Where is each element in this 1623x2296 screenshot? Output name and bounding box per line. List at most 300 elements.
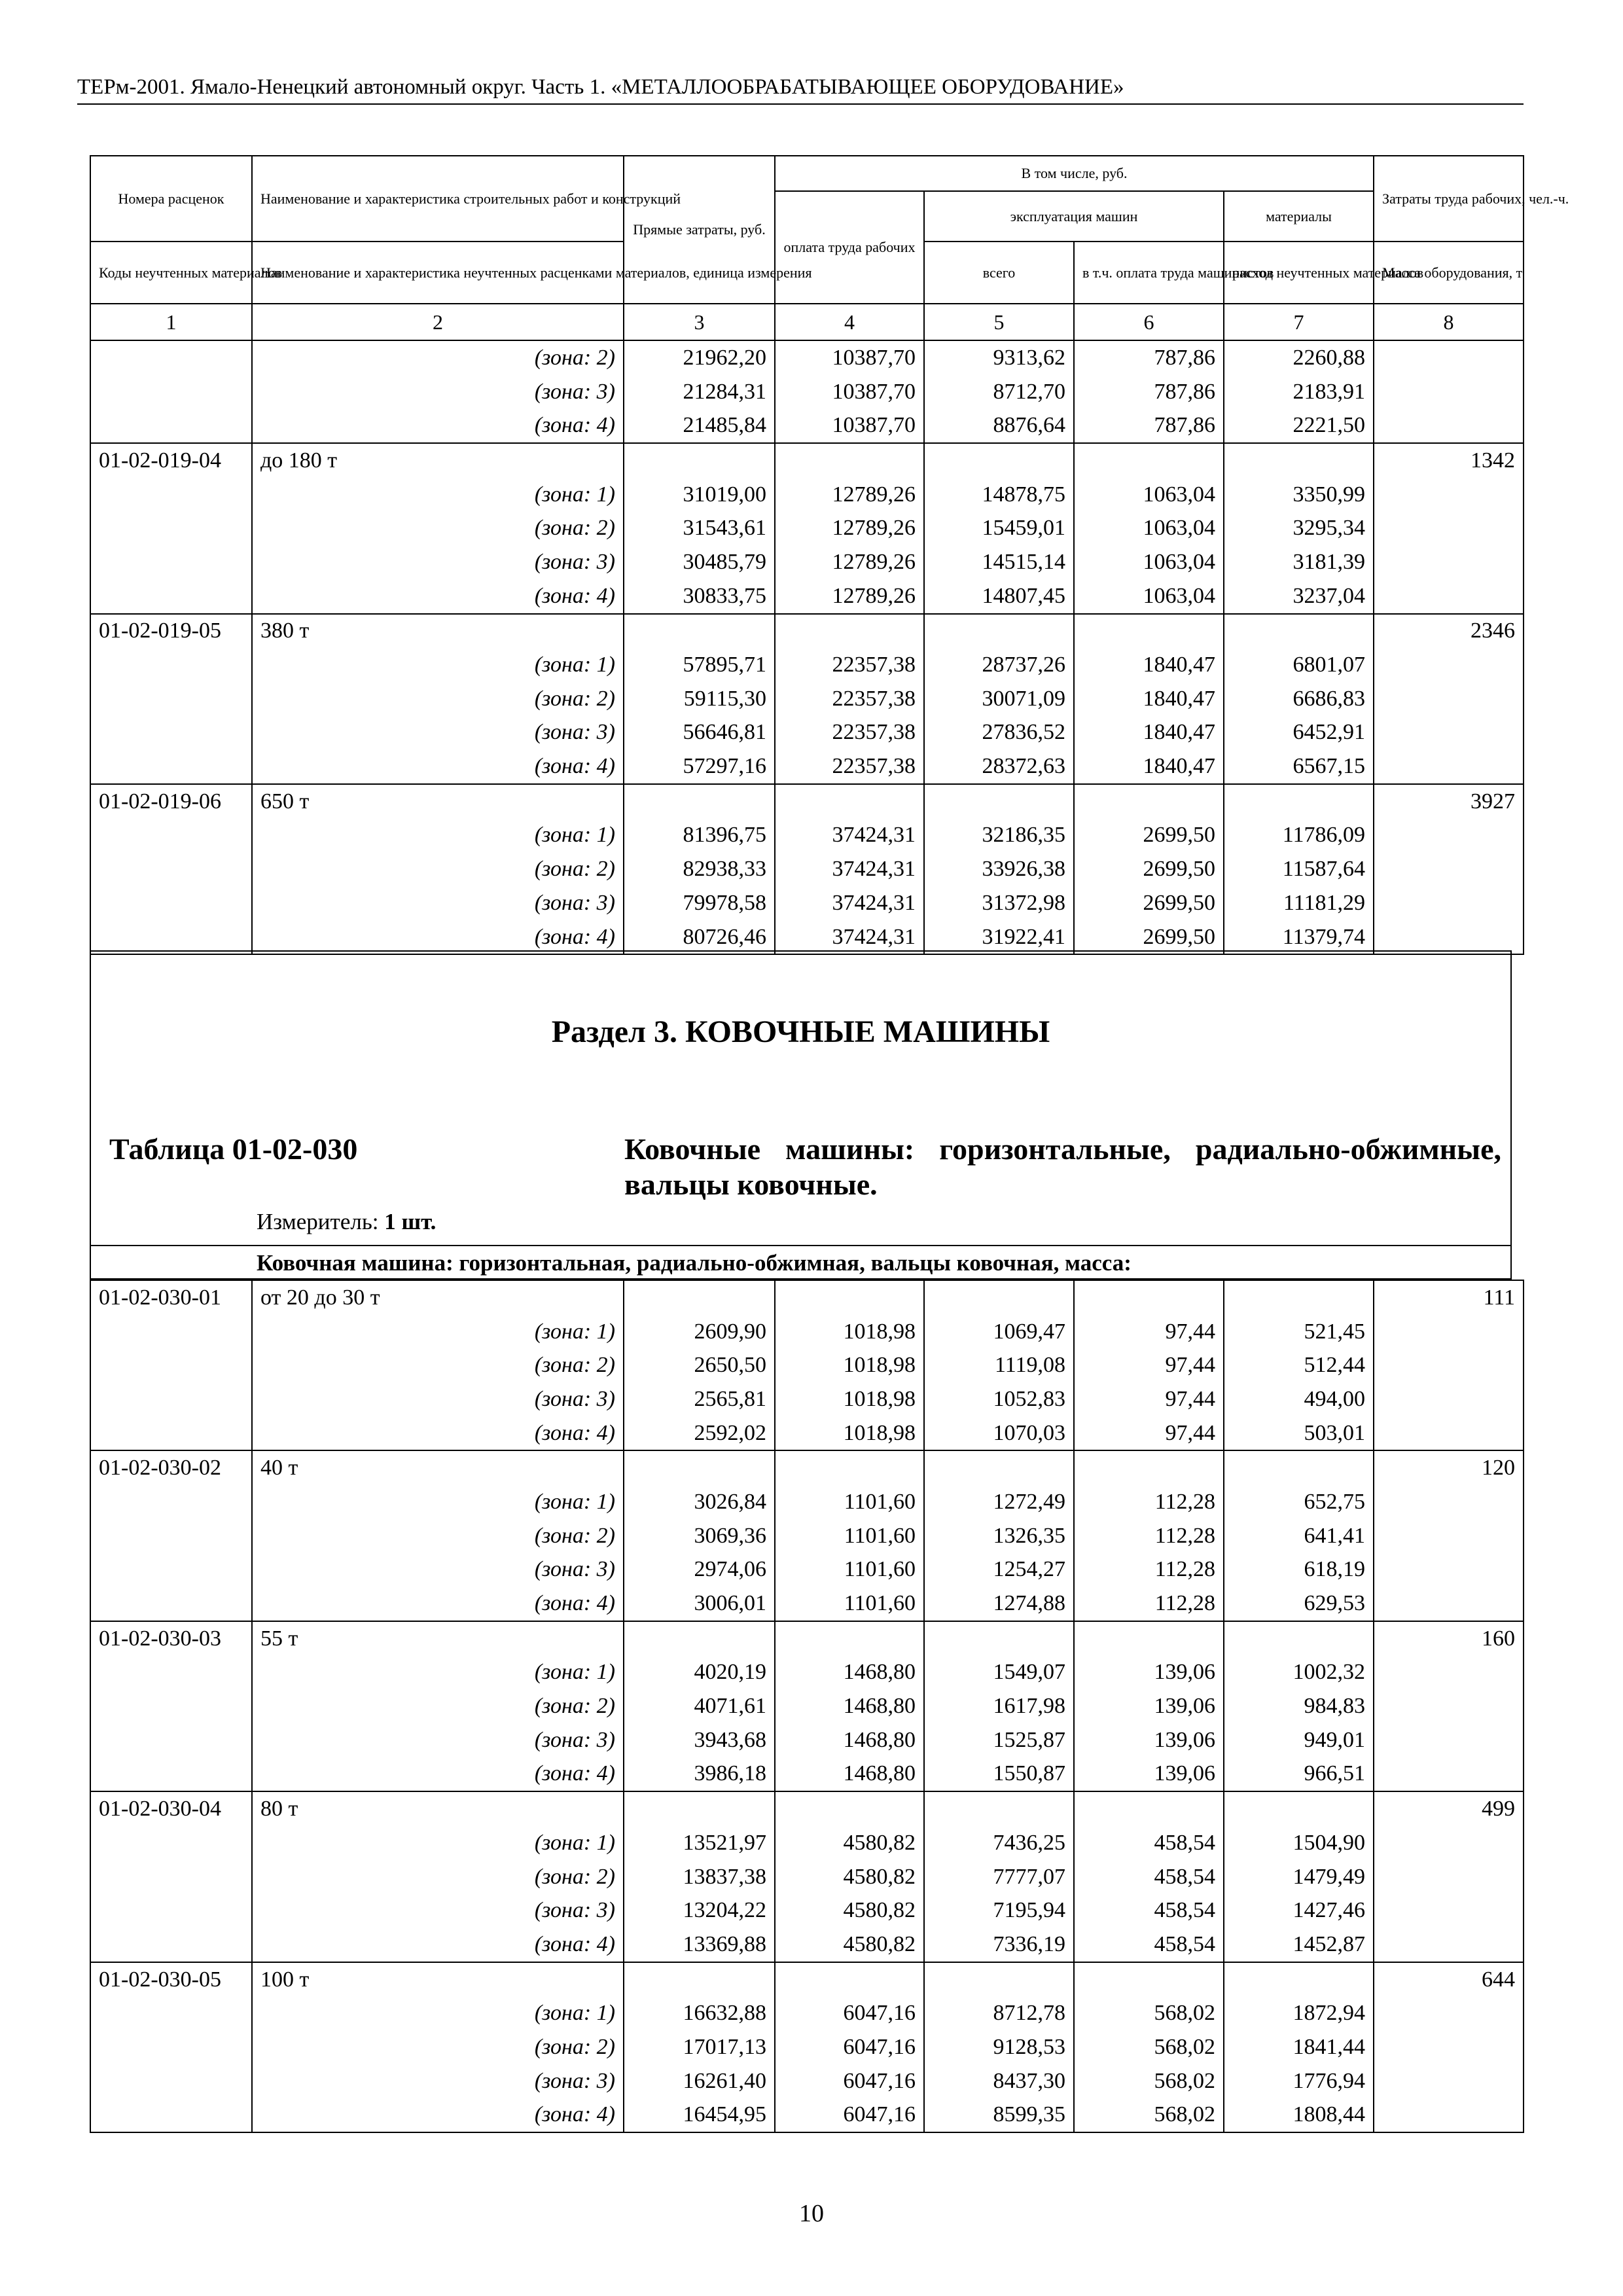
cell-materials xyxy=(1224,1450,1374,1485)
cell-materials: 641,41 xyxy=(1224,1519,1374,1553)
cell-machines-total: 31922,41 xyxy=(924,920,1074,955)
cell-labor-pay: 4580,82 xyxy=(775,1826,924,1860)
rate-row xyxy=(90,1791,1524,1826)
cell-work-name: (зона: 4) xyxy=(252,2098,624,2133)
cell-direct-costs: 30485,79 xyxy=(624,545,775,579)
cell-direct-costs xyxy=(624,1791,775,1826)
cell-machines-total: 28372,63 xyxy=(924,749,1074,784)
cell-machines-total: 7195,94 xyxy=(924,1893,1074,1928)
cell-machines-total xyxy=(924,1962,1074,1997)
cell-work-name: (зона: 3) xyxy=(252,2064,624,2098)
cell-labor-pay: 10387,70 xyxy=(775,375,924,409)
cell-materials: 629,53 xyxy=(1224,1587,1374,1621)
table-body-bottom xyxy=(90,1280,1524,2132)
cell-machinist-pay xyxy=(1074,614,1224,649)
cell-materials: 652,75 xyxy=(1224,1485,1374,1519)
cell-labor-pay: 4580,82 xyxy=(775,1893,924,1928)
zone-row xyxy=(90,1723,1524,1757)
cell-labor-pay: 1101,60 xyxy=(775,1587,924,1621)
cell-rate-code xyxy=(90,478,252,512)
zone-row xyxy=(90,1519,1524,1553)
cell-direct-costs: 31543,61 xyxy=(624,511,775,545)
cell-direct-costs: 13837,38 xyxy=(624,1860,775,1894)
cell-direct-costs: 3006,01 xyxy=(624,1587,775,1621)
cell-materials: 2183,91 xyxy=(1224,375,1374,409)
cell-direct-costs: 2592,02 xyxy=(624,1416,775,1451)
zone-row xyxy=(90,2098,1524,2133)
cell-rate-code xyxy=(90,749,252,784)
cell-work-name: (зона: 2) xyxy=(252,2030,624,2064)
cell-rate-code xyxy=(90,1689,252,1723)
cell-work-name: 100 т xyxy=(252,1962,624,1997)
cell-machinist-pay xyxy=(1074,1450,1224,1485)
rate-row xyxy=(90,443,1524,478)
cell-labor-pay: 12789,26 xyxy=(775,545,924,579)
cell-materials: 11181,29 xyxy=(1224,886,1374,920)
cell-rate-code xyxy=(90,648,252,682)
cell-materials: 1841,44 xyxy=(1224,2030,1374,2064)
table-body-top xyxy=(90,340,1524,954)
cell-materials: 11379,74 xyxy=(1224,920,1374,955)
rate-row xyxy=(90,1280,1524,1315)
cell-rate-code xyxy=(90,408,252,443)
header-material-use: расход неучтенных материалов xyxy=(1224,242,1374,304)
cell-machinist-pay: 568,02 xyxy=(1074,2098,1224,2133)
cell-materials: 3181,39 xyxy=(1224,545,1374,579)
cell-labor-pay xyxy=(775,1450,924,1485)
unit-of-measure xyxy=(257,1209,436,1235)
cell-machines-total xyxy=(924,1791,1074,1826)
cell-machines-total: 9128,53 xyxy=(924,2030,1074,2064)
cell-machinist-pay: 1840,47 xyxy=(1074,749,1224,784)
zone-row xyxy=(90,1315,1524,1349)
cell-labor-pay: 12789,26 xyxy=(775,579,924,614)
cell-work-name: (зона: 4) xyxy=(252,920,624,955)
cell-direct-costs: 3069,36 xyxy=(624,1519,775,1553)
cell-labor-hours xyxy=(1374,1893,1524,1928)
cell-work-name: (зона: 1) xyxy=(252,1485,624,1519)
zone-row xyxy=(90,1826,1524,1860)
cell-machinist-pay: 139,06 xyxy=(1074,1689,1224,1723)
cell-machinist-pay xyxy=(1074,784,1224,819)
cell-work-name: (зона: 3) xyxy=(252,1893,624,1928)
cell-direct-costs xyxy=(624,784,775,819)
cell-rate-code xyxy=(90,1382,252,1416)
group-title: Ковочная машина: горизонтальная, радиально-обжимная, вальцы ковочная, масса: xyxy=(91,1245,1510,1281)
cell-machinist-pay: 1840,47 xyxy=(1074,682,1224,716)
cell-rate-code xyxy=(90,511,252,545)
cell-direct-costs: 30833,75 xyxy=(624,579,775,614)
header-machinist-pay: в т.ч. оплата труда машинистов xyxy=(1074,242,1224,304)
cell-machines-total: 1070,03 xyxy=(924,1416,1074,1451)
rate-row xyxy=(90,1962,1524,1997)
cell-labor-pay: 1018,98 xyxy=(775,1416,924,1451)
cell-direct-costs: 31019,00 xyxy=(624,478,775,512)
cell-materials: 949,01 xyxy=(1224,1723,1374,1757)
zone-row xyxy=(90,1416,1524,1451)
section-title: Раздел 3. КОВОЧНЫЕ МАШИНЫ xyxy=(551,1014,1050,1049)
cell-rate-code xyxy=(90,545,252,579)
cell-work-name: (зона: 4) xyxy=(252,1928,624,1962)
cell-materials: 11587,64 xyxy=(1224,852,1374,886)
cell-machines-total xyxy=(924,1450,1074,1485)
cell-materials xyxy=(1224,1791,1374,1826)
cell-work-name: (зона: 4) xyxy=(252,1416,624,1451)
cell-direct-costs: 2974,06 xyxy=(624,1553,775,1587)
cell-materials: 1808,44 xyxy=(1224,2098,1374,2133)
cell-rate-code xyxy=(90,886,252,920)
column-number: 5 xyxy=(924,304,1074,340)
cell-rate-code xyxy=(90,682,252,716)
cell-machines-total: 1326,35 xyxy=(924,1519,1074,1553)
cell-machines-total: 1254,27 xyxy=(924,1553,1074,1587)
cell-materials: 3350,99 xyxy=(1224,478,1374,512)
cell-machinist-pay: 1063,04 xyxy=(1074,478,1224,512)
cell-materials: 1504,90 xyxy=(1224,1826,1374,1860)
cell-labor-hours: 160 xyxy=(1374,1621,1524,1656)
cell-machinist-pay xyxy=(1074,443,1224,478)
cell-direct-costs xyxy=(624,1621,775,1656)
cell-rate-code: 01-02-019-05 xyxy=(90,614,252,649)
cell-machinist-pay: 97,44 xyxy=(1074,1382,1224,1416)
cell-machinist-pay: 1063,04 xyxy=(1074,511,1224,545)
cell-labor-pay: 6047,16 xyxy=(775,2064,924,2098)
cell-machinist-pay: 112,28 xyxy=(1074,1553,1224,1587)
cell-machines-total: 1272,49 xyxy=(924,1485,1074,1519)
cell-work-name: (зона: 1) xyxy=(252,819,624,853)
table-title: Ковочные машины: горизонтальные, радиально-обжимные, вальцы ковочные. xyxy=(624,1132,1501,1201)
cell-labor-hours xyxy=(1374,1348,1524,1382)
cell-labor-pay: 6047,16 xyxy=(775,2030,924,2064)
cell-machines-total: 7336,19 xyxy=(924,1928,1074,1962)
cell-materials: 1776,94 xyxy=(1224,2064,1374,2098)
cell-labor-hours xyxy=(1374,478,1524,512)
cell-labor-hours xyxy=(1374,1860,1524,1894)
cell-labor-pay xyxy=(775,443,924,478)
cell-work-name: (зона: 4) xyxy=(252,1587,624,1621)
cell-machines-total xyxy=(924,1280,1074,1315)
cell-direct-costs: 4071,61 xyxy=(624,1689,775,1723)
cell-labor-hours xyxy=(1374,1656,1524,1690)
cell-work-name: (зона: 3) xyxy=(252,1723,624,1757)
cell-machinist-pay xyxy=(1074,1621,1224,1656)
rates-table-top xyxy=(90,155,1569,955)
cell-labor-hours: 644 xyxy=(1374,1962,1524,1997)
cell-materials: 3237,04 xyxy=(1224,579,1374,614)
cell-work-name: (зона: 3) xyxy=(252,545,624,579)
cell-work-name: (зона: 3) xyxy=(252,1553,624,1587)
cell-machines-total: 1119,08 xyxy=(924,1348,1074,1382)
cell-direct-costs: 13204,22 xyxy=(624,1893,775,1928)
cell-materials: 503,01 xyxy=(1224,1416,1374,1451)
cell-work-name: (зона: 2) xyxy=(252,852,624,886)
cell-direct-costs: 3986,18 xyxy=(624,1757,775,1792)
cell-work-name: (зона: 2) xyxy=(252,1689,624,1723)
header-labor-hours: Затраты труда рабочих, чел.-ч. xyxy=(1374,156,1524,242)
cell-direct-costs: 56646,81 xyxy=(624,716,775,750)
zone-row xyxy=(90,375,1524,409)
cell-machines-total: 1550,87 xyxy=(924,1757,1074,1792)
cell-rate-code xyxy=(90,1893,252,1928)
cell-labor-pay: 1468,80 xyxy=(775,1757,924,1792)
cell-direct-costs: 59115,30 xyxy=(624,682,775,716)
zone-row xyxy=(90,2030,1524,2064)
cell-rate-code xyxy=(90,716,252,750)
cell-machinist-pay: 112,28 xyxy=(1074,1485,1224,1519)
cell-work-name: (зона: 2) xyxy=(252,682,624,716)
zone-row xyxy=(90,2064,1524,2098)
cell-machinist-pay: 2699,50 xyxy=(1074,886,1224,920)
zone-row xyxy=(90,1382,1524,1416)
cell-materials: 2221,50 xyxy=(1224,408,1374,443)
rate-row xyxy=(90,1450,1524,1485)
zone-row xyxy=(90,648,1524,682)
zone-row xyxy=(90,886,1524,920)
cell-materials: 494,00 xyxy=(1224,1382,1374,1416)
cell-machinist-pay: 97,44 xyxy=(1074,1416,1224,1451)
cell-machines-total: 14878,75 xyxy=(924,478,1074,512)
cell-machines-total: 27836,52 xyxy=(924,716,1074,750)
zone-row xyxy=(90,1996,1524,2030)
cell-materials xyxy=(1224,614,1374,649)
cell-direct-costs: 82938,33 xyxy=(624,852,775,886)
cell-direct-costs: 57895,71 xyxy=(624,648,775,682)
rate-row xyxy=(90,784,1524,819)
cell-labor-hours: 499 xyxy=(1374,1791,1524,1826)
cell-labor-hours: 3927 xyxy=(1374,784,1524,819)
cell-work-name: (зона: 2) xyxy=(252,340,624,375)
cell-labor-pay xyxy=(775,1791,924,1826)
cell-machinist-pay: 2699,50 xyxy=(1074,819,1224,853)
zone-row xyxy=(90,545,1524,579)
cell-rate-code xyxy=(90,1996,252,2030)
cell-work-name: 650 т xyxy=(252,784,624,819)
zone-row xyxy=(90,579,1524,614)
cell-labor-hours xyxy=(1374,1416,1524,1451)
rates-table-bottom xyxy=(90,1280,1524,2133)
page-header: ТЕРм-2001. Ямало-Ненецкий автономный округ. Часть 1. «МЕТАЛЛООБРАБАТЫВАЮЩЕЕ ОБОРУДОВАНИЕ» xyxy=(77,72,1524,105)
cell-labor-pay xyxy=(775,1962,924,1997)
zone-row xyxy=(90,1928,1524,1962)
zone-row xyxy=(90,1553,1524,1587)
cell-materials xyxy=(1224,1962,1374,1997)
cell-work-name: (зона: 4) xyxy=(252,749,624,784)
cell-labor-hours xyxy=(1374,749,1524,784)
cell-work-name: 40 т xyxy=(252,1450,624,1485)
cell-rate-code: 01-02-030-05 xyxy=(90,1962,252,1997)
cell-machinist-pay xyxy=(1074,1791,1224,1826)
cell-work-name: от 20 до 30 т xyxy=(252,1280,624,1315)
cell-work-name: 55 т xyxy=(252,1621,624,1656)
cell-labor-hours: 111 xyxy=(1374,1280,1524,1315)
cell-work-name: (зона: 4) xyxy=(252,579,624,614)
zone-row xyxy=(90,852,1524,886)
cell-labor-hours xyxy=(1374,1485,1524,1519)
cell-machines-total: 1617,98 xyxy=(924,1689,1074,1723)
column-number: 1 xyxy=(90,304,252,340)
cell-labor-hours xyxy=(1374,2030,1524,2064)
cell-machinist-pay xyxy=(1074,1962,1224,1997)
cell-materials: 1002,32 xyxy=(1224,1656,1374,1690)
cell-work-name: (зона: 1) xyxy=(252,1826,624,1860)
cell-work-name: до 180 т xyxy=(252,443,624,478)
cell-rate-code xyxy=(90,1723,252,1757)
cell-materials: 618,19 xyxy=(1224,1553,1374,1587)
cell-work-name: (зона: 3) xyxy=(252,716,624,750)
cell-labor-pay: 22357,38 xyxy=(775,716,924,750)
cell-work-name: (зона: 1) xyxy=(252,478,624,512)
cell-direct-costs xyxy=(624,1450,775,1485)
cell-labor-pay: 1468,80 xyxy=(775,1689,924,1723)
cell-machinist-pay: 458,54 xyxy=(1074,1928,1224,1962)
cell-machines-total xyxy=(924,443,1074,478)
column-number: 2 xyxy=(252,304,624,340)
cell-direct-costs xyxy=(624,1280,775,1315)
cell-materials xyxy=(1224,1621,1374,1656)
cell-labor-pay: 12789,26 xyxy=(775,511,924,545)
cell-labor-pay: 4580,82 xyxy=(775,1860,924,1894)
cell-direct-costs: 13369,88 xyxy=(624,1928,775,1962)
cell-machines-total: 8712,70 xyxy=(924,375,1074,409)
cell-machines-total: 8437,30 xyxy=(924,2064,1074,2098)
cell-materials: 3295,34 xyxy=(1224,511,1374,545)
cell-labor-hours xyxy=(1374,1519,1524,1553)
rate-row xyxy=(90,1621,1524,1656)
cell-direct-costs: 2609,90 xyxy=(624,1315,775,1349)
zone-row xyxy=(90,682,1524,716)
meter-label: Измеритель: xyxy=(257,1209,379,1234)
cell-machines-total: 14807,45 xyxy=(924,579,1074,614)
cell-labor-hours xyxy=(1374,408,1524,443)
header-labor-pay: оплата труда рабочих xyxy=(775,191,924,304)
cell-rate-code: 01-02-030-04 xyxy=(90,1791,252,1826)
table-number: Таблица 01-02-030 xyxy=(109,1132,358,1166)
cell-labor-pay: 1468,80 xyxy=(775,1656,924,1690)
cell-rate-code xyxy=(90,2030,252,2064)
cell-rate-code xyxy=(90,1519,252,1553)
cell-machinist-pay: 787,86 xyxy=(1074,408,1224,443)
cell-direct-costs: 3026,84 xyxy=(624,1485,775,1519)
cell-machines-total: 15459,01 xyxy=(924,511,1074,545)
page-number: 10 xyxy=(799,2200,824,2227)
cell-direct-costs: 3943,68 xyxy=(624,1723,775,1757)
cell-labor-hours xyxy=(1374,579,1524,614)
cell-rate-code xyxy=(90,1315,252,1349)
cell-labor-pay: 1468,80 xyxy=(775,1723,924,1757)
zone-row xyxy=(90,716,1524,750)
cell-machinist-pay: 112,28 xyxy=(1074,1587,1224,1621)
cell-machines-total: 7777,07 xyxy=(924,1860,1074,1894)
zone-row xyxy=(90,1757,1524,1792)
cell-labor-hours: 2346 xyxy=(1374,614,1524,649)
cell-labor-hours xyxy=(1374,852,1524,886)
cell-labor-hours xyxy=(1374,340,1524,375)
cell-direct-costs: 16261,40 xyxy=(624,2064,775,2098)
cell-labor-pay: 1101,60 xyxy=(775,1519,924,1553)
cell-machinist-pay: 139,06 xyxy=(1074,1656,1224,1690)
cell-direct-costs: 16632,88 xyxy=(624,1996,775,2030)
cell-machines-total: 1525,87 xyxy=(924,1723,1074,1757)
cell-labor-hours xyxy=(1374,682,1524,716)
header-material-name: Наименование и характеристика неучтенных расценками материалов, единица измерения xyxy=(252,242,624,304)
cell-direct-costs xyxy=(624,443,775,478)
cell-rate-code xyxy=(90,579,252,614)
cell-machines-total: 1549,07 xyxy=(924,1656,1074,1690)
cell-labor-hours xyxy=(1374,1928,1524,1962)
cell-machines-total: 33926,38 xyxy=(924,852,1074,886)
column-number: 7 xyxy=(1224,304,1374,340)
cell-direct-costs: 21284,31 xyxy=(624,375,775,409)
cell-labor-pay: 1018,98 xyxy=(775,1382,924,1416)
cell-machines-total xyxy=(924,784,1074,819)
cell-machines-total: 30071,09 xyxy=(924,682,1074,716)
zone-row xyxy=(90,1860,1524,1894)
cell-machines-total: 9313,62 xyxy=(924,340,1074,375)
cell-labor-pay: 1018,98 xyxy=(775,1348,924,1382)
header-equipment-mass: Масса оборудования, т xyxy=(1374,242,1524,304)
cell-labor-hours xyxy=(1374,1826,1524,1860)
zone-row xyxy=(90,1348,1524,1382)
cell-work-name: (зона: 3) xyxy=(252,886,624,920)
header-including: В том числе, руб. xyxy=(775,156,1374,191)
cell-machinist-pay: 97,44 xyxy=(1074,1348,1224,1382)
cell-work-name: (зона: 2) xyxy=(252,1348,624,1382)
cell-materials: 1452,87 xyxy=(1224,1928,1374,1962)
cell-rate-code xyxy=(90,852,252,886)
cell-labor-pay xyxy=(775,1280,924,1315)
column-number: 8 xyxy=(1374,304,1524,340)
cell-direct-costs: 81396,75 xyxy=(624,819,775,853)
cell-work-name: (зона: 1) xyxy=(252,648,624,682)
zone-row xyxy=(90,478,1524,512)
cell-labor-hours xyxy=(1374,545,1524,579)
cell-rate-code: 01-02-030-02 xyxy=(90,1450,252,1485)
zone-row xyxy=(90,1656,1524,1690)
cell-machinist-pay: 112,28 xyxy=(1074,1519,1224,1553)
cell-direct-costs: 2650,50 xyxy=(624,1348,775,1382)
cell-labor-hours: 120 xyxy=(1374,1450,1524,1485)
cell-labor-pay xyxy=(775,614,924,649)
cell-direct-costs xyxy=(624,614,775,649)
cell-direct-costs: 17017,13 xyxy=(624,2030,775,2064)
cell-labor-pay: 37424,31 xyxy=(775,852,924,886)
cell-work-name: (зона: 4) xyxy=(252,408,624,443)
cell-machinist-pay: 568,02 xyxy=(1074,1996,1224,2030)
cell-labor-pay: 4580,82 xyxy=(775,1928,924,1962)
cell-machinist-pay: 458,54 xyxy=(1074,1826,1224,1860)
cell-materials: 1427,46 xyxy=(1224,1893,1374,1928)
cell-materials: 6567,15 xyxy=(1224,749,1374,784)
zone-row xyxy=(90,1689,1524,1723)
cell-machinist-pay: 139,06 xyxy=(1074,1723,1224,1757)
cell-rate-code: 01-02-019-06 xyxy=(90,784,252,819)
cell-machines-total: 8712,78 xyxy=(924,1996,1074,2030)
cell-work-name: (зона: 4) xyxy=(252,1757,624,1792)
cell-machines-total: 32186,35 xyxy=(924,819,1074,853)
cell-materials: 984,83 xyxy=(1224,1689,1374,1723)
cell-direct-costs: 2565,81 xyxy=(624,1382,775,1416)
cell-labor-hours xyxy=(1374,1382,1524,1416)
header-machines: эксплуатация машин xyxy=(924,191,1224,242)
cell-materials: 1872,94 xyxy=(1224,1996,1374,2030)
cell-machinist-pay: 1063,04 xyxy=(1074,579,1224,614)
cell-machinist-pay: 568,02 xyxy=(1074,2064,1224,2098)
cell-labor-hours xyxy=(1374,886,1524,920)
cell-rate-code xyxy=(90,920,252,955)
cell-machines-total: 8599,35 xyxy=(924,2098,1074,2133)
cell-work-name: (зона: 2) xyxy=(252,511,624,545)
cell-rate-code xyxy=(90,375,252,409)
